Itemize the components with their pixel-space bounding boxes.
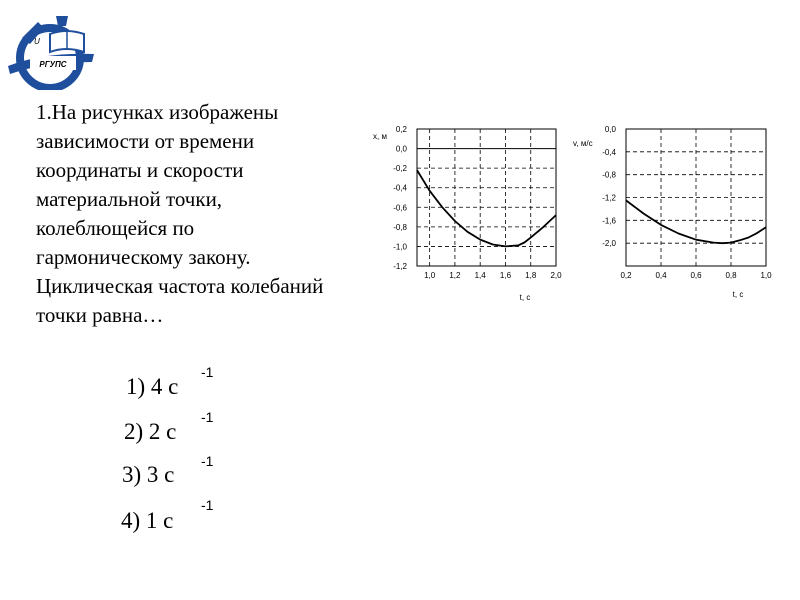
answer-exponent: -1	[201, 364, 214, 380]
x-tick-label: 0,6	[690, 271, 702, 280]
x-tick-label: 1,0	[760, 271, 772, 280]
answer-text: 4) 1 с	[121, 508, 174, 533]
x-tick-label: 1,4	[474, 271, 486, 280]
x-tick-label: 2,0	[550, 271, 562, 280]
y-tick-label: -0,8	[393, 222, 407, 232]
x-tick-label: 0,2	[620, 271, 632, 280]
question-line: колеблющейся по	[36, 216, 195, 240]
y-tick-label: -0,4	[602, 147, 616, 157]
y-tick-label: -1,0	[393, 242, 407, 252]
question-line: Циклическая частота колебаний	[36, 274, 324, 298]
y-axis-label: x, м	[373, 132, 387, 141]
logo-label: РГУПС	[39, 60, 67, 69]
y-tick-label: -0,8	[602, 170, 616, 180]
y-tick-label: -1,6	[602, 216, 616, 226]
question-line: координаты и скорости	[36, 158, 244, 182]
question-line: 1.На рисунках изображены	[36, 100, 279, 124]
x-tick-label: 1,0	[424, 271, 436, 280]
logo-letter: U	[34, 37, 40, 46]
x-tick-label: 1,8	[525, 271, 537, 280]
y-tick-label: -2,0	[602, 239, 616, 249]
y-tick-label: 0,0	[604, 125, 616, 134]
y-tick-label: -0,4	[393, 183, 407, 193]
y-tick-label: 0,0	[395, 144, 407, 154]
x-tick-label: 1,2	[449, 271, 461, 280]
y-axis-label: v, м/с	[573, 139, 593, 148]
y-tick-label: -0,2	[393, 164, 407, 174]
question-line: материальной точки,	[36, 187, 223, 211]
x-axis-label: t, с	[519, 293, 531, 302]
x-tick-label: 0,8	[725, 271, 737, 280]
y-tick-label: -1,2	[393, 262, 407, 271]
question-line: гармоническому закону.	[36, 245, 251, 269]
question-line: точки равна…	[36, 303, 164, 327]
answer-text: 2) 2 с	[124, 419, 177, 444]
y-tick-label: 0,2	[395, 125, 407, 134]
y-tick-label: -1,2	[602, 193, 616, 203]
answer-exponent: -1	[201, 453, 214, 469]
answer-text: 3) 3 с	[122, 462, 175, 487]
answer-text: 1) 4 с	[126, 374, 179, 399]
answer-exponent: -1	[201, 497, 214, 513]
x-tick-label: 0,4	[655, 271, 667, 280]
question-line: зависимости от времени	[36, 129, 255, 153]
y-tick-label: -0,6	[393, 203, 407, 213]
x-axis-label: t, с	[732, 290, 744, 299]
answer-exponent: -1	[201, 409, 214, 425]
x-tick-label: 1,6	[499, 271, 512, 280]
